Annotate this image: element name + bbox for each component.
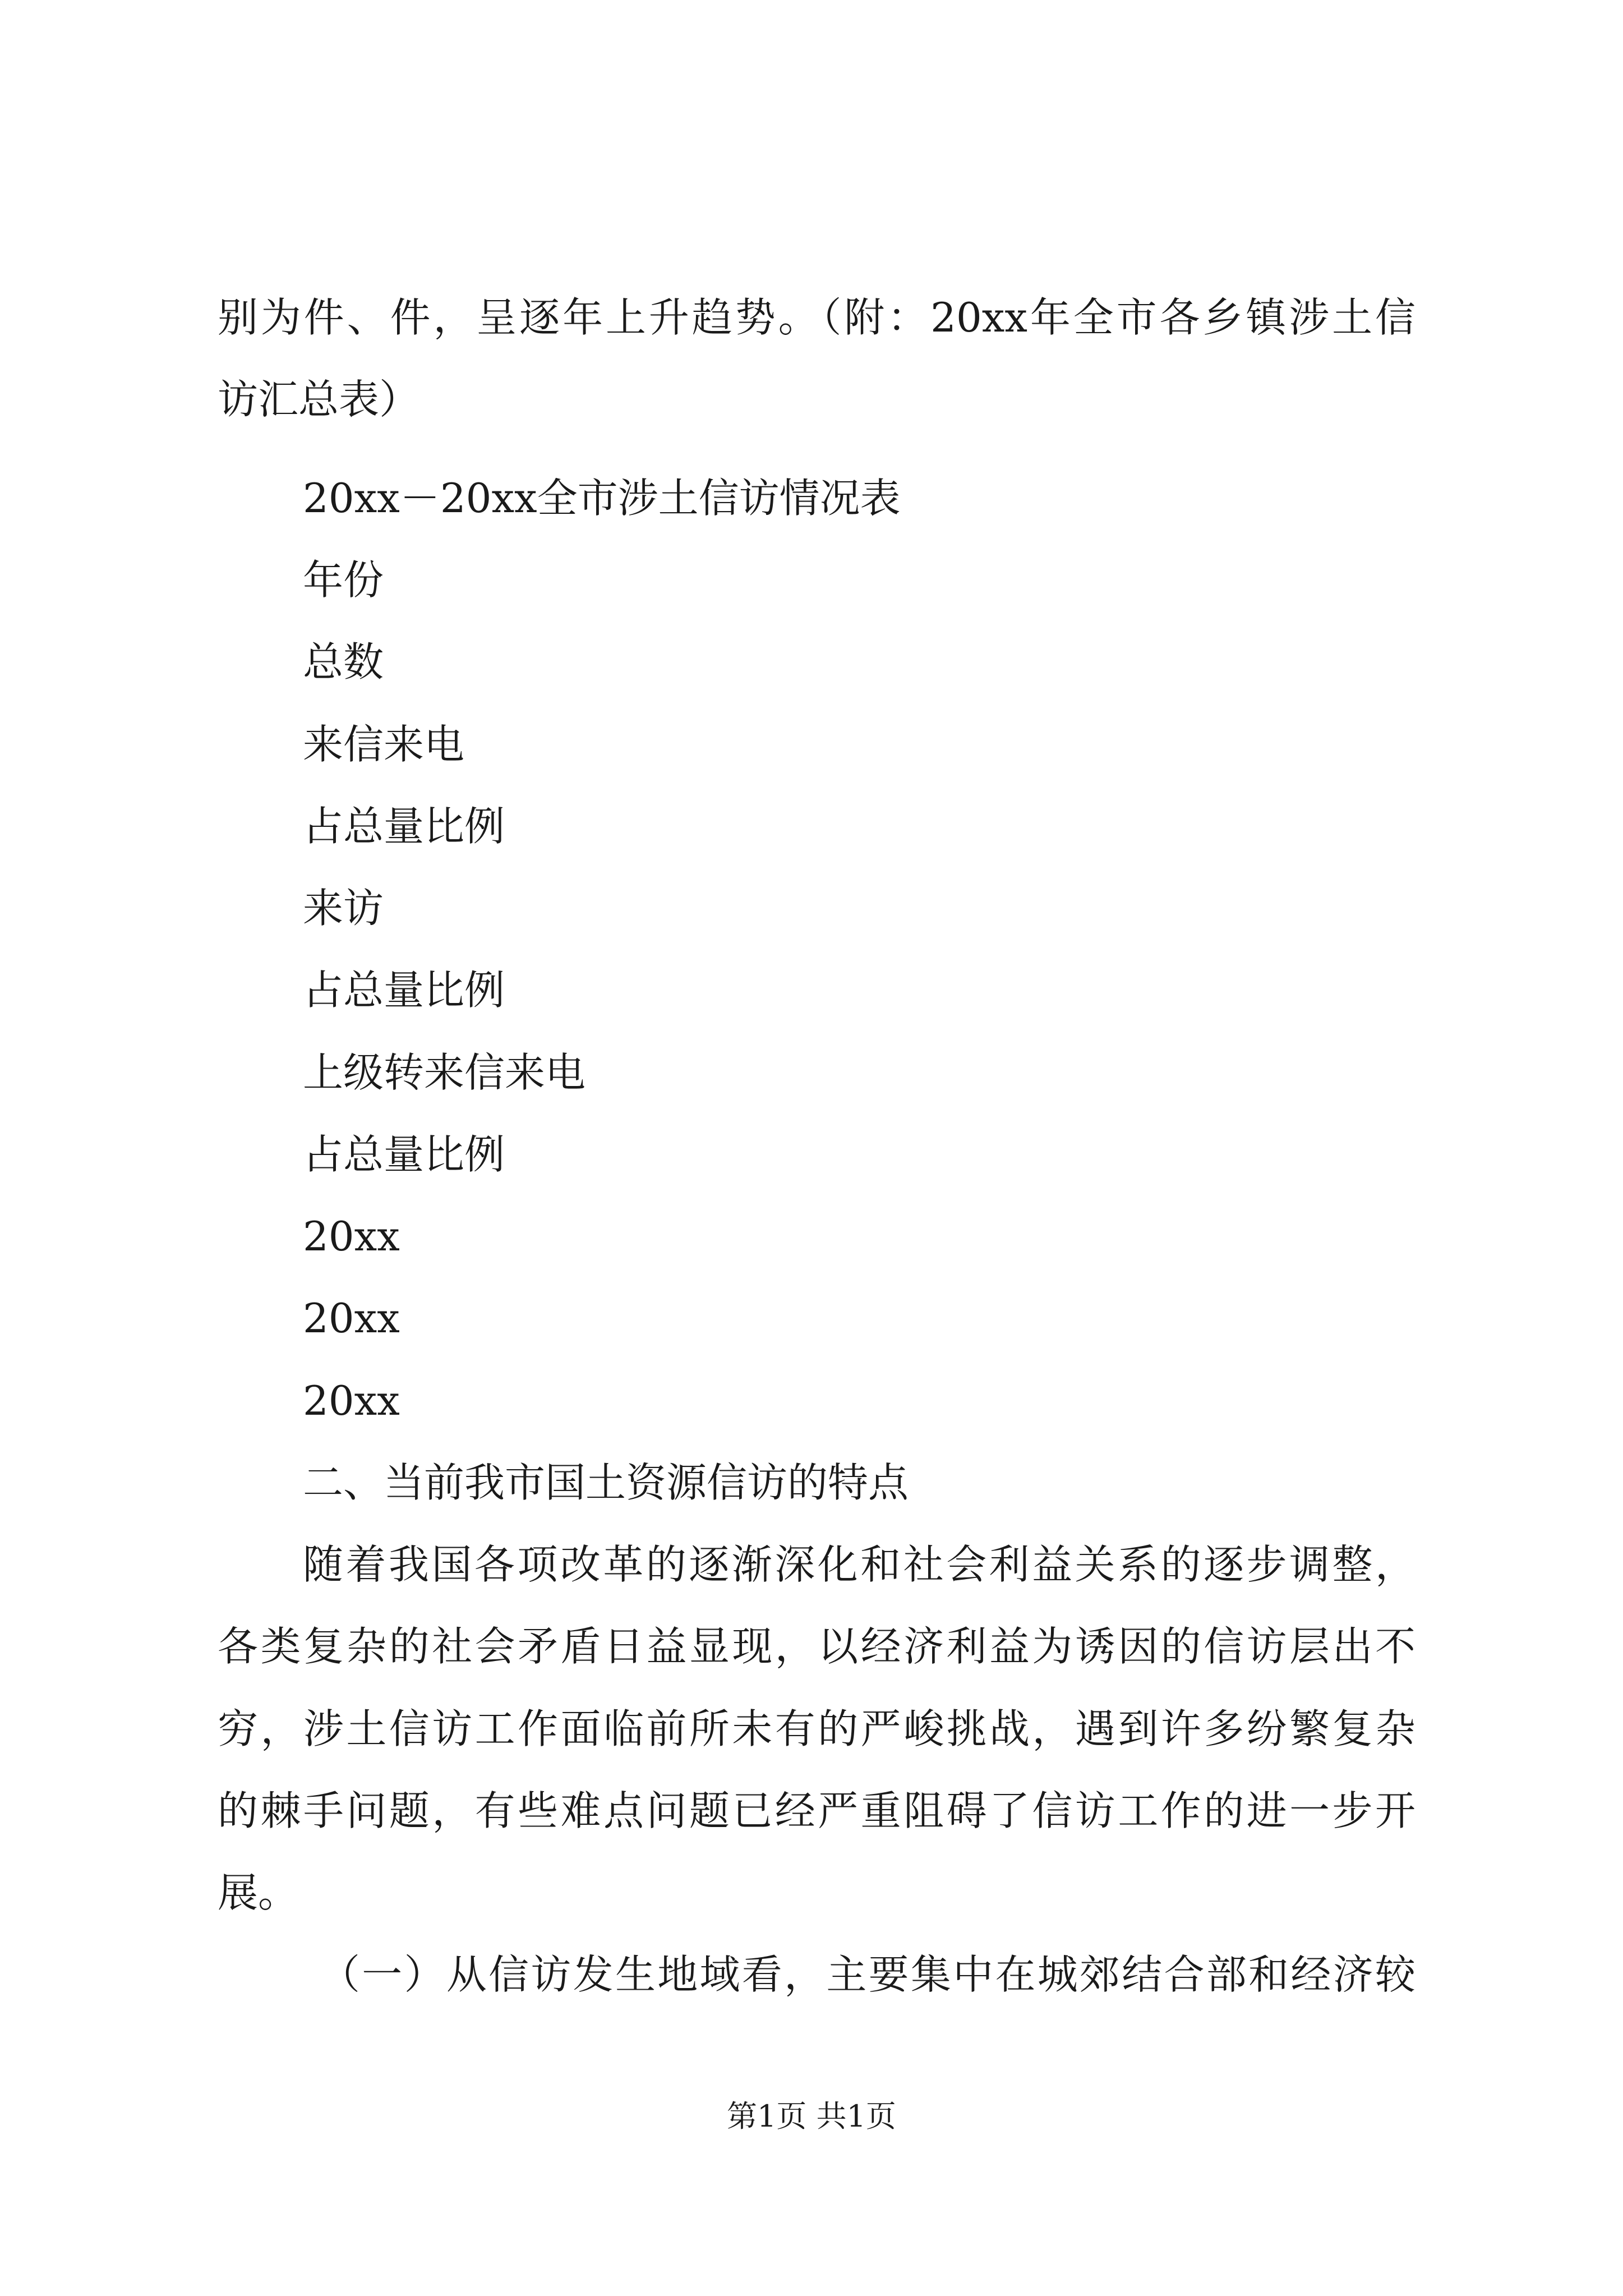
body-text-line: 别为件、件，呈逐年上升趋势。（附：20xx年全市各乡镇涉土信 [218,294,1415,341]
body-text-line: 穷，涉土信访工作面临前所未有的严峻挑战，遇到许多纷繁复杂 [218,1705,1415,1752]
table-row-year: 20xx [303,1295,400,1342]
body-text-line: 的棘手问题，有些难点问题已经严重阻碍了信访工作的进一步开 [218,1787,1415,1834]
subsection-heading: （一）从信访发生地域看，主要集中在城郊结合部和经济较 [320,1951,1415,1998]
table-header-cell: 占总量比例 [303,1131,505,1178]
table-header-cell: 占总量比例 [303,803,505,850]
page-footer: 第1页 共1页 [727,2099,896,2134]
table-header-cell: 来信来电 [303,721,465,768]
table-header-cell: 占总量比例 [303,967,505,1014]
table-title: 20xx－20xx全市涉土信访情况表 [303,475,901,522]
table-header-cell: 年份 [303,556,384,604]
body-text-line: 随着我国各项改革的逐渐深化和社会利益关系的逐步调整， [303,1541,1415,1588]
table-header-cell: 来访 [303,885,384,932]
body-text-line: 访汇总表） [218,376,420,423]
table-row-year: 20xx [303,1377,400,1424]
table-row-year: 20xx [303,1213,400,1260]
table-header-cell: 总数 [303,638,384,685]
section-heading: 二、当前我市国土资源信访的特点 [303,1459,909,1506]
table-header-cell: 上级转来信来电 [303,1049,586,1096]
body-text-line: 各类复杂的社会矛盾日益显现，以经济利益为诱因的信访层出不 [218,1623,1415,1670]
body-text-line: 展。 [218,1869,299,1916]
